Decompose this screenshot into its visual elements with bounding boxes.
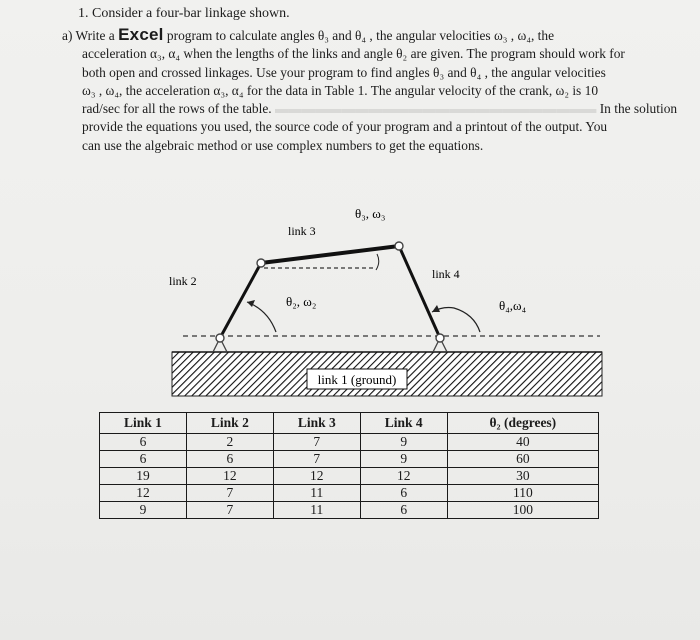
cell: 7 [273, 451, 360, 468]
header-link4: Link 4 [360, 413, 447, 434]
obscured-text: ▬▬▬▬▬▬▬▬▬▬▬▬▬▬▬▬▬▬▬▬▬▬▬▬ [271, 101, 600, 117]
joint-a [216, 334, 224, 342]
theta3-arc [376, 254, 379, 270]
line1-pre: Write a [75, 28, 115, 43]
text-line-4: ω₃ , ω₄, the acceleration α₃, α₄ for the data in Table 1. The angular velocity of the crank, ω₂ is 10 [82, 82, 599, 98]
cell: 6 [360, 485, 447, 502]
cell: 11 [273, 502, 360, 519]
excel-word: Excel [118, 25, 164, 44]
header-link2: Link 2 [186, 413, 273, 434]
cell: 60 [447, 451, 598, 468]
theta2-arrowhead [247, 300, 255, 307]
ground-label: link 1 (ground) [317, 372, 397, 387]
joint-c [395, 242, 403, 250]
text-line-7: can use the algebraic method or use complex numbers to get the equations. [82, 137, 484, 153]
cell: 12 [100, 485, 187, 502]
cell: 7 [273, 434, 360, 451]
table-row [100, 468, 599, 485]
header-theta2: θ₂ (degrees) [447, 413, 598, 434]
link4-bar [399, 246, 440, 338]
text-line-2: acceleration α₃, α₄ when the lengths of the links and angle θ₂ are given. The program should work for [82, 46, 625, 62]
text-line-6: provide the equations you used, the source code of your program and a printout of the output. You [82, 119, 608, 135]
line5-pre: rad/sec for all the rows of the table. [82, 101, 272, 117]
table-row [100, 434, 599, 451]
cell: 9 [100, 502, 187, 519]
table-row [100, 451, 599, 468]
cell: 7 [186, 485, 273, 502]
theta4-omega4-label: θ₄,ω₄ [499, 298, 527, 313]
header-link3: Link 3 [273, 413, 360, 434]
joint-b [257, 259, 265, 267]
cell: 11 [273, 485, 360, 502]
theta2-omega2-label: θ₂, ω₂ [286, 294, 317, 309]
cell: 6 [100, 451, 187, 468]
link-data-table [99, 412, 599, 519]
cell: 2 [186, 434, 273, 451]
line1-post: program to calculate angles θ₃ and θ₄ , the angular velocities ω₃ , ω₄, the [166, 28, 555, 43]
part-label: a) [62, 28, 73, 43]
question-number: 1. [78, 6, 89, 21]
link3-label: link 3 [288, 224, 316, 238]
cell: 30 [447, 468, 598, 485]
joint-d [436, 334, 444, 342]
table-row [100, 485, 599, 502]
cell: 9 [360, 434, 447, 451]
cell: 12 [360, 468, 447, 485]
cell: 100 [447, 502, 598, 519]
cell: 6 [360, 502, 447, 519]
cell: 12 [186, 468, 273, 485]
cell: 12 [273, 468, 360, 485]
question-intro: Consider a four-bar linkage shown. [92, 6, 290, 21]
text-line-3: both open and crossed linkages. Use your program to find angles θ₃ and θ₄ , the angular velocities [82, 64, 606, 80]
cell: 9 [360, 451, 447, 468]
cell: 110 [447, 485, 598, 502]
line5-post: In the solution [599, 101, 678, 117]
cell: 6 [100, 434, 187, 451]
theta3-omega3-label: θ₃, ω₃ [355, 206, 386, 221]
theta2-arc [247, 302, 276, 332]
cell: 7 [186, 502, 273, 519]
cell: 40 [447, 434, 598, 451]
link2-bar [220, 263, 261, 338]
table-header-row [100, 413, 599, 434]
cell: 6 [186, 451, 273, 468]
link4-label: link 4 [432, 267, 460, 281]
table-row [100, 502, 599, 519]
link2-label: link 2 [169, 274, 197, 288]
header-link1: Link 1 [100, 413, 187, 434]
cell: 19 [100, 468, 187, 485]
